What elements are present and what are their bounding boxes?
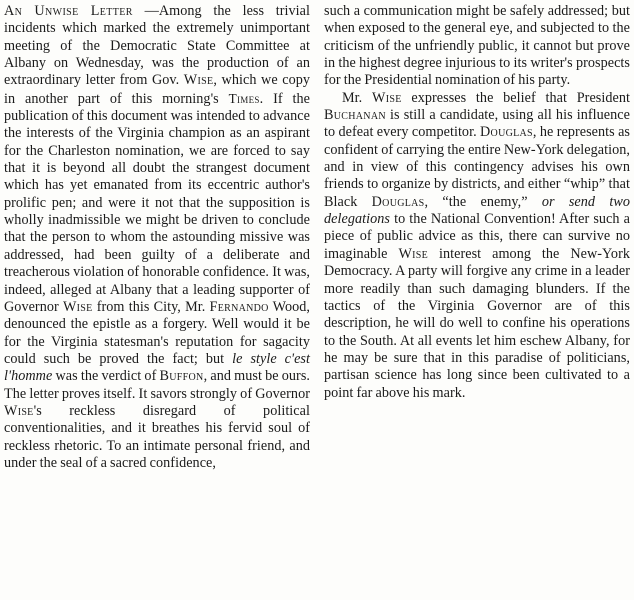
name-buchanan: Buchanan [324,107,386,124]
text-run: 's reckless disregard of political conventionalities, and it breathes his fervid soul of reckless rhetoric. To an intimate personal friend, and under the seal of a sacred confidence, [4,402,310,471]
text-run: . If the publication of this document was intended to advance the interests of the Virginia champion as an aspirant for the Charleston nomination, we are forced to say that it is beyond all doubt the strangest document which has yet emanated from its eccentric author's prolific pen; and were it not that the supposition is wholly inadmissible we might be driven to conclude that the person to whom the astounding missive was addressed, had been guilty of a deliberate and treacherous violation of honorable confidence. It was, indeed, alleged at Albany that a leading supporter of Governor [4,90,310,315]
name-wise: Wise [398,245,429,262]
name-fernando: Fernando [209,298,269,315]
name-wise: Wise [62,298,93,315]
text-run: , and must be ours. The letter proves itself. It savors strongly of Governor [4,368,310,402]
text-run: from this City, Mr. [92,298,210,315]
text-run: was the verdict of [52,368,160,385]
text-run: , “the enemy,” [424,193,542,210]
article-columns [4,3,630,600]
name-wise: Wise [183,72,214,89]
text-run: is still a candidate, using all his influence to defeat every competitor. [324,107,630,141]
paragraph-1 [4,3,310,472]
text-run: Wood, denounced the epistle as a forgery. Well would it be for the Virginia statesman's reputation for sagacity could such be proved the fact; but [4,298,310,367]
left-column [4,3,310,600]
name-wise: Wise [372,89,402,106]
text-run: to the National Convention! After such a piece of public advice as this, there can survive no imaginable [324,211,630,262]
article-heading: An Unwise Letter [4,3,133,19]
text-run: expresses the belief that President [401,89,630,106]
quote-le-style: le style c'est l'homme [4,350,310,385]
text-run: interest among the New-York Democracy. A party will forgive any crime in a leader more readily than such damaging blunders. If the tactics of the Virginia Governor are of this description, he will do well to confine his operations to the South. At all events let him eschew Albany, for he may be sure that in this paradise of politicians, partisan science has long since been cultivated to a point far above his mark. [324,245,630,401]
quote-send-two: or send two delegations [324,193,630,228]
text-run: , he represents as confident of carrying the entire New-York delegation, and in view of this contingency advises his own friends to organize by districts, and either “whip” that Black [324,124,630,210]
paragraph-continued: such a communication might be safely addressed; but when exposed to the general eye, and subjected to the criticism of the unfriendly public, it cannot but prove in the highest degree injurious to its writer's prospects for the Presidential nomination of his party. [324,3,630,89]
paragraph-2 [324,90,630,402]
name-times: Times [228,90,260,106]
name-buffon: Buffon [159,368,204,385]
right-column [324,3,630,600]
text-run: Mr. [342,89,373,106]
name-wise: Wise [4,402,34,419]
text-run: , which we copy in another part of this morning's [4,72,311,107]
text-run: —Among the less trivial incidents which marked the extremely unimportant meeting of the Democratic State Committee at Albany on Wednesday, was the production of an extraordinary letter from Gov. [4,3,311,89]
name-douglas: Douglas [371,193,425,210]
name-douglas: Douglas [480,124,533,141]
